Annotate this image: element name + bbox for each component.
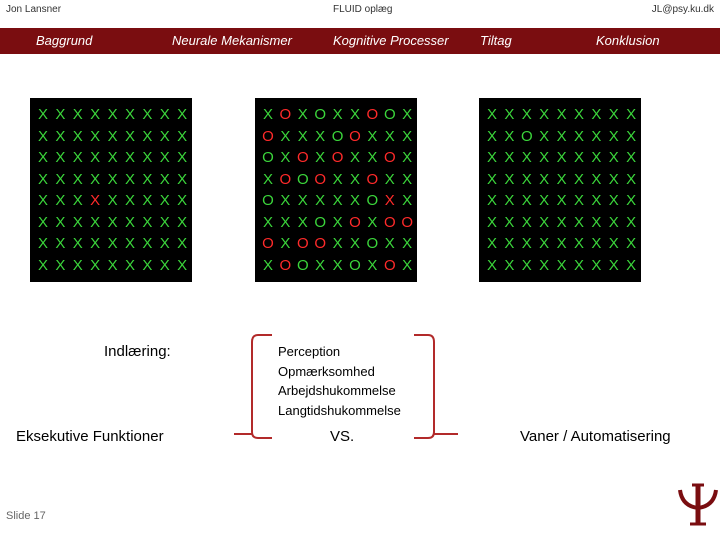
grid-row [30, 213, 192, 233]
grid-row [479, 213, 641, 233]
grid-cell: X [539, 235, 550, 252]
grid-cell: X [367, 149, 378, 166]
grid-cell: X [315, 149, 326, 166]
grid-cell: O [401, 213, 414, 231]
grid-cell: X [72, 170, 83, 188]
grid-row [479, 105, 641, 125]
grid-cell: X [159, 213, 170, 231]
grid-cell: O [383, 213, 396, 231]
grid-row [479, 127, 641, 147]
grid-row [255, 256, 417, 276]
grid-cell: X [124, 235, 135, 252]
grid-cell: X [539, 127, 550, 145]
grid-cell: O [262, 127, 274, 145]
grid-cell: X [402, 235, 413, 252]
grid-cell: O [279, 106, 292, 123]
grid-cell: X [297, 192, 308, 209]
grid-cell: X [486, 213, 497, 231]
grid-cell: O [349, 213, 361, 231]
grid-cell: X [107, 170, 118, 188]
grid-row [479, 256, 641, 276]
grid-cell: X [107, 127, 118, 145]
grid-cell: X [37, 170, 48, 188]
grid-cell: X [142, 106, 153, 123]
grid-cell: X [332, 106, 343, 123]
grid-cell: X [72, 192, 83, 209]
grid-cell: X [142, 149, 153, 166]
grid-cell: O [331, 149, 344, 166]
grid-cell: X [402, 256, 413, 274]
grid-cell: X [556, 170, 567, 188]
grid-cell: X [332, 235, 343, 252]
list-item: Opmærksomhed [278, 363, 375, 379]
grid-cell: X [521, 213, 532, 231]
grid-cell: X [539, 256, 550, 274]
grid-cell: X [626, 149, 637, 166]
grid-cell: X [539, 192, 550, 209]
grid-cell: X [55, 192, 66, 209]
grid-cell: X [159, 235, 170, 252]
grid-cell: X [573, 170, 584, 188]
grid-row [30, 191, 192, 211]
grid-cell: X [591, 235, 602, 252]
grid-cell: X [573, 256, 584, 274]
grid-cell: X [177, 192, 188, 209]
grid-cell: X [159, 170, 170, 188]
grid-cell: X [349, 170, 360, 188]
grid-cell: X [504, 192, 515, 209]
slide-number: Slide 17 [6, 510, 46, 522]
grid-cell: X [37, 213, 48, 231]
grid-row [30, 148, 192, 168]
author-name: Jon Lansner [6, 4, 62, 15]
grid-row [255, 148, 417, 168]
grid-cell: X [159, 256, 170, 274]
grid-cell: X [521, 235, 532, 252]
grid-cell: O [383, 149, 396, 166]
grid-cell: X [90, 192, 101, 209]
grid-cell: O [366, 235, 379, 252]
grid-cell: X [142, 192, 153, 209]
grid-cell: X [608, 235, 619, 252]
grid-cell: X [573, 106, 584, 123]
grid-cell: X [55, 256, 66, 274]
grid-cell: X [37, 149, 48, 166]
grid-cell: X [262, 213, 273, 231]
grid-row [255, 105, 417, 125]
grid-cell: X [591, 127, 602, 145]
grid-cell: O [279, 256, 292, 274]
grid-cell: X [349, 235, 360, 252]
grid-cell: X [573, 235, 584, 252]
grid-cell: X [55, 127, 66, 145]
grid-cell: O [349, 256, 361, 274]
grid-row [30, 170, 192, 190]
grid-cell: X [556, 149, 567, 166]
right-bracket [412, 332, 462, 446]
letter-grid-single-o [479, 98, 641, 282]
grid-cell: X [124, 192, 135, 209]
grid-cell: X [107, 213, 118, 231]
grid-cell: X [107, 192, 118, 209]
grid-cell: O [331, 127, 344, 145]
grid-cell: O [366, 106, 379, 123]
executive-functions-label: Eksekutive Funktioner [16, 428, 164, 445]
grid-cell: X [124, 149, 135, 166]
grid-cell: X [177, 106, 188, 123]
grid-cell: X [297, 106, 308, 123]
grid-cell: O [520, 127, 533, 145]
grid-cell: X [142, 256, 153, 274]
grid-cell: X [608, 192, 619, 209]
grid-row [479, 234, 641, 254]
author-email: JL@psy.ku.dk [651, 4, 714, 15]
presentation-title: FLUID oplæg [333, 4, 393, 15]
grid-cell: X [37, 106, 48, 123]
grid-cell: X [626, 235, 637, 252]
grid-cell: X [107, 235, 118, 252]
grid-cell: X [556, 127, 567, 145]
nav-item-neurale-mekanismer[interactable]: Neurale Mekanismer [172, 33, 292, 48]
grid-cell: X [72, 127, 83, 145]
grid-cell: X [384, 127, 395, 145]
grid-cell: O [262, 149, 274, 166]
grid-row [30, 234, 192, 254]
grid-cell: X [297, 127, 308, 145]
grid-cell: X [626, 192, 637, 209]
grid-cell: X [486, 106, 497, 123]
grid-cell: X [556, 235, 567, 252]
list-item: Arbejdshukommelse [278, 383, 396, 398]
grid-cell: X [402, 192, 413, 209]
grid-cell: X [72, 256, 83, 274]
grid-cell: X [177, 256, 188, 274]
grid-row [255, 127, 417, 147]
grid-cell: X [349, 106, 360, 123]
grid-cell: X [591, 106, 602, 123]
grid-cell: X [573, 192, 584, 209]
grid-cell: O [279, 170, 292, 188]
letter-grid-uniform [30, 98, 192, 282]
grid-cell: X [556, 192, 567, 209]
grid-cell: O [296, 170, 309, 188]
grid-cell: X [107, 149, 118, 166]
grid-cell: X [486, 127, 497, 145]
grid-cell: X [262, 170, 273, 188]
grid-cell: X [626, 106, 637, 123]
grid-cell: X [367, 127, 378, 145]
grid-cell: O [314, 170, 327, 188]
grid-cell: X [573, 149, 584, 166]
section-nav [0, 28, 720, 54]
grid-cell: X [402, 170, 413, 188]
grid-cell: X [55, 106, 66, 123]
grid-cell: X [539, 149, 550, 166]
grid-cell: X [142, 213, 153, 231]
grid-cell: X [591, 192, 602, 209]
grid-cell: X [521, 256, 532, 274]
grid-cell: X [280, 192, 291, 209]
grid-row [479, 191, 641, 211]
grid-cell: X [591, 149, 602, 166]
psi-logo-icon [676, 478, 720, 528]
grid-cell: O [349, 127, 361, 145]
grid-cell: X [315, 256, 326, 274]
grid-cell: X [521, 106, 532, 123]
grid-cell: X [90, 170, 101, 188]
grid-row [255, 191, 417, 211]
grid-cell: X [332, 256, 343, 274]
grid-cell: X [608, 256, 619, 274]
grid-cell: X [573, 213, 584, 231]
grid-cell: X [177, 213, 188, 231]
grid-cell: X [573, 127, 584, 145]
grid-cell: X [332, 213, 343, 231]
grid-row [255, 234, 417, 254]
grid-cell: X [315, 127, 326, 145]
grid-cell: O [366, 192, 379, 209]
grid-cell: X [280, 235, 291, 252]
grid-cell: X [504, 213, 515, 231]
nav-item-baggrund[interactable]: Baggrund [36, 33, 93, 48]
grid-cell: O [314, 213, 327, 231]
grid-cell: X [159, 192, 170, 209]
grid-cell: X [504, 235, 515, 252]
grid-cell: X [608, 149, 619, 166]
grid-cell: X [90, 149, 101, 166]
nav-item-kognitive-processer[interactable]: Kognitive Processer [333, 33, 449, 48]
grid-cell: X [591, 256, 602, 274]
grid-cell: X [37, 192, 48, 209]
grid-cell: X [124, 256, 135, 274]
grid-cell: X [626, 256, 637, 274]
grid-cell: X [142, 235, 153, 252]
grid-cell: X [90, 127, 101, 145]
grid-cell: X [55, 149, 66, 166]
grid-cell: X [556, 106, 567, 123]
grid-cell: X [626, 170, 637, 188]
list-item: Perception [278, 344, 341, 359]
grid-cell: X [177, 127, 188, 145]
nav-item-konklusion[interactable]: Konklusion [596, 33, 660, 48]
grid-cell: O [296, 256, 309, 274]
grid-cell: X [384, 170, 395, 188]
grid-cell: X [539, 106, 550, 123]
grid-cell: X [539, 213, 550, 231]
grid-cell: X [72, 213, 83, 231]
grid-cell: X [486, 192, 497, 209]
grid-cell: X [367, 213, 378, 231]
grid-cell: X [142, 127, 153, 145]
grid-cell: X [626, 127, 637, 145]
grid-cell: O [314, 106, 327, 123]
grid-cell: O [383, 256, 396, 274]
grid-cell: O [314, 235, 327, 252]
grid-cell: X [90, 235, 101, 252]
grid-cell: X [72, 235, 83, 252]
grid-cell: X [72, 106, 83, 123]
grid-cell: X [332, 192, 343, 209]
grid-cell: X [280, 149, 291, 166]
grid-row [30, 127, 192, 147]
grid-cell: X [384, 192, 395, 209]
grid-cell: X [124, 106, 135, 123]
grid-cell: X [159, 127, 170, 145]
grid-row [255, 213, 417, 233]
grid-cell: X [107, 106, 118, 123]
grid-cell: X [608, 106, 619, 123]
grid-row [255, 170, 417, 190]
grid-cell: X [504, 127, 515, 145]
grid-cell: X [349, 192, 360, 209]
grid-cell: X [37, 235, 48, 252]
grid-cell: X [539, 170, 550, 188]
grid-cell: X [504, 256, 515, 274]
grid-cell: X [159, 149, 170, 166]
grid-cell: X [521, 192, 532, 209]
list-item: Langtidshukommelse [278, 402, 401, 418]
grid-row [479, 148, 641, 168]
grid-cell: X [486, 235, 497, 252]
grid-cell: X [315, 192, 326, 209]
grid-cell: X [608, 170, 619, 188]
grid-cell: X [55, 170, 66, 188]
grid-cell: X [37, 127, 48, 145]
grid-cell: X [332, 170, 343, 188]
grid-cell: X [556, 256, 567, 274]
grid-cell: O [366, 170, 379, 188]
grid-cell: X [142, 170, 153, 188]
grid-cell: X [521, 149, 532, 166]
grid-cell: O [296, 149, 309, 166]
grid-cell: X [486, 170, 497, 188]
vs-label: VS. [330, 428, 355, 445]
grid-cell: X [280, 127, 291, 145]
grid-cell: X [72, 149, 83, 166]
grid-cell: X [177, 170, 188, 188]
grid-row [30, 105, 192, 125]
grid-cell: X [349, 149, 360, 166]
grid-cell: X [504, 149, 515, 166]
grid-cell: X [177, 149, 188, 166]
grid-row [479, 170, 641, 190]
grid-cell: X [402, 106, 413, 123]
grid-cell: X [124, 213, 135, 231]
grid-cell: O [383, 106, 396, 123]
grid-cell: X [556, 213, 567, 231]
grid-cell: X [55, 213, 66, 231]
grid-cell: X [591, 213, 602, 231]
nav-item-tiltag[interactable]: Tiltag [480, 33, 512, 48]
grid-cell: X [626, 213, 637, 231]
grid-cell: O [262, 192, 274, 209]
grid-cell: X [90, 213, 101, 231]
grid-cell: X [55, 235, 66, 252]
grid-cell: X [124, 170, 135, 188]
grid-cell: X [297, 213, 308, 231]
grid-cell: X [504, 106, 515, 123]
grid-cell: O [262, 235, 274, 252]
grid-cell: X [384, 235, 395, 252]
grid-cell: X [37, 256, 48, 274]
grid-cell: X [107, 256, 118, 274]
grid-cell: X [90, 256, 101, 274]
grid-cell: X [262, 106, 273, 123]
cognitive-process-list [278, 342, 401, 420]
grid-cell: X [177, 235, 188, 252]
grid-cell: X [402, 127, 413, 145]
grid-cell: X [521, 170, 532, 188]
grid-cell: X [280, 213, 291, 231]
header-bar [0, 0, 720, 22]
grid-cell: X [608, 127, 619, 145]
grid-cell: X [591, 170, 602, 188]
grid-cell: X [367, 256, 378, 274]
grid-cell: X [486, 256, 497, 274]
grid-cell: X [486, 149, 497, 166]
grid-cell: X [124, 127, 135, 145]
grid-cell: X [608, 213, 619, 231]
left-bracket [232, 332, 274, 446]
grid-cell: X [90, 106, 101, 123]
letter-grid-mixed [255, 98, 417, 282]
grid-cell: X [159, 106, 170, 123]
learning-label: Indlæring: [104, 343, 171, 360]
grid-row [30, 256, 192, 276]
grid-cell: X [504, 170, 515, 188]
grid-cell: O [296, 235, 309, 252]
habits-label: Vaner / Automatisering [520, 428, 671, 445]
grid-cell: X [402, 149, 413, 166]
grid-cell: X [262, 256, 273, 274]
